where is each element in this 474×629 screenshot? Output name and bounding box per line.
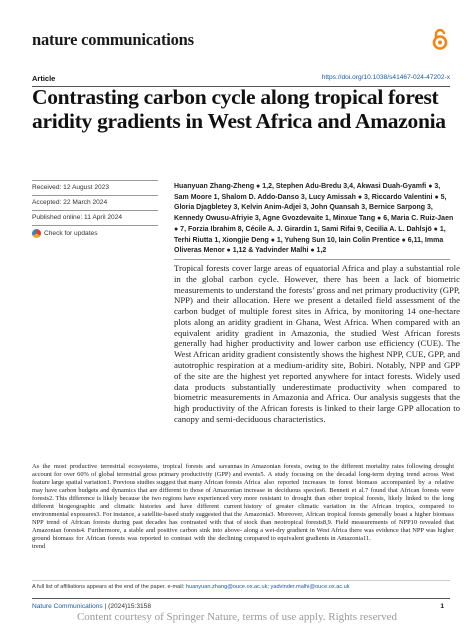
published-date: Published online: 11 April 2024 [32, 214, 123, 221]
footer-citation: | (2024)15:3158 [104, 603, 152, 610]
footnote-email-label: e-mail: [167, 584, 185, 590]
authors-divider [174, 259, 450, 260]
check-for-updates-label: Check for updates [44, 230, 98, 237]
author-list[interactable]: Huanyuan Zhang-Zheng ● 1,2, Stephen Adu-Bredu 3,4, Akwasi Duah-Gyamfi ● 3, Sam Moore 1, Shalom D. Addo-Danso 3, Lucy Amissah ● 3, Riccardo Valentini ● 5, Gloria Djagbletey 3, Kelvin Anim-Adjei 3, John Quansah 3, Bernice Sarpong 3, Kennedy Owusu-Afriyie 3, Agne Gvozdevaite 1, Minxue Tang ● 6, Maria C. Ruiz-Jaen ● 7, Forzia Ibrahim 8, Cécile A. J. Girardin 1, Sami Rifai 9, Cecilia A. L. Dahlsjö ● 1, Terhi Riutta 1, Xiongjie Deng ● 1, Yuheng Sun 10, Iain Colin Prentice ● 6,11, Imma Oliveras Menor ● 1,12 & Yadvinder Malhi ● 1,2 [174, 183, 454, 255]
meta-divider [32, 225, 158, 226]
check-for-updates-button[interactable] [32, 229, 98, 238]
footnote-divider [32, 580, 450, 581]
meta-divider [32, 180, 158, 181]
meta-divider [32, 210, 158, 211]
article-title: Contrasting carbon cycle along tropical forest aridity gradients in West Africa and Amazonia [32, 85, 446, 133]
doi-link[interactable]: https://doi.org/10.1038/s41467-024-47202-x [321, 74, 450, 81]
watermark: Content courtesy of Springer Nature, terms of use apply. Rights reserved [76, 611, 398, 623]
footnote-text: A full list of affiliations appears at the end of the paper. [32, 584, 166, 590]
open-access-lock-icon [430, 28, 450, 50]
footer-journal-link[interactable]: Nature Communications [32, 603, 103, 610]
footer-divider [32, 598, 450, 599]
page-number: 1 [440, 603, 444, 610]
accepted-date: Accepted: 22 March 2024 [32, 199, 108, 206]
article-type-label: Article [32, 74, 56, 83]
abstract: Tropical forests cover large areas of equatorial Africa and play a substantial role in the global carbon cycle. However, there has been a lack of biometric measurements to understand the forests’ gross and net primary productivity (GPP, NPP) and their allocation. Here we present a detailed field assessment of the carbon budget of multiple forest sites in Africa, by monitoring 14 one-hectare plots along an aridity gradient in Ghana, West Africa. When compared with an equivalent aridity gradient in Amazonia, the studied West African forests generally had higher productivity and lower carbon use efficiency (CUE). The West African aridity gradient consistently shows the highest NPP, CUE, GPP, and autotrophic respiration at a medium-aridity site, Bobiri. Notably, NPP and GPP of the site are the highest yet reported anywhere for intact forests. Widely used data products substantially underestimate productivity when compared to biometric measurements in Amazonia and Africa. Our analysis suggests that the high productivity of the African forests is linked to their large GPP allocation to canopy and semi-deciduous characteristics. [174, 263, 460, 424]
journal-masthead[interactable]: nature communications [32, 30, 194, 49]
journal-footer [32, 603, 151, 610]
received-date: Received: 12 August 2023 [32, 184, 109, 191]
check-for-updates-icon [32, 229, 41, 238]
meta-divider [32, 195, 158, 196]
body-text-right-column: in Amazonian forests, owing to the different mortality rates following drought events5. A study focusing on the decadal long-term drying trend across West Africa also reported increases in forest biomass accompanied by a relative increase in deciduous species6. Bennett et al.7 found that African forests were more resistant to drought than other tropical forests, likely linked to the long history of greater climatic variation in the African tropics, compared to Amazonia3. Moreover, African tropical forests generally boast a higher biomass stock than neotropical forests8,9. Field measurements of NPP10 revealed that along a wet-dry gradient in West Africa there was evidence that NPP was higher compared to equivalent gradients in Amazonia11. [244, 463, 454, 543]
body-text-left-column: As the most productive terrestrial ecosystems, tropical forests and savannas account for over 60% of global terrestrial gross primary productivity (GPP) and feature large spatial variation1. Previous studies suggest that many African forests may have carbon budgets and dynamics that are different to those of Amazonian forests2. This difference is likely because the two regions have experienced very different biogeographic and climatic histories and have different current environmental exposures3. For instance, a satellite-based study suggested that the NPP trend of African forests during past decades has contrasted with that of Amazonian forests4. Furthermore, a stable and positive carbon sink into above-ground biomass for African forests was reported to contrast with the declining trend [32, 463, 242, 551]
affiliations-footnote [32, 584, 350, 590]
corresponding-emails[interactable]: huanyuan.zhang@ouce.ox.ac.uk; yadvinder.malhi@ouce.ox.ac.uk [185, 584, 350, 590]
